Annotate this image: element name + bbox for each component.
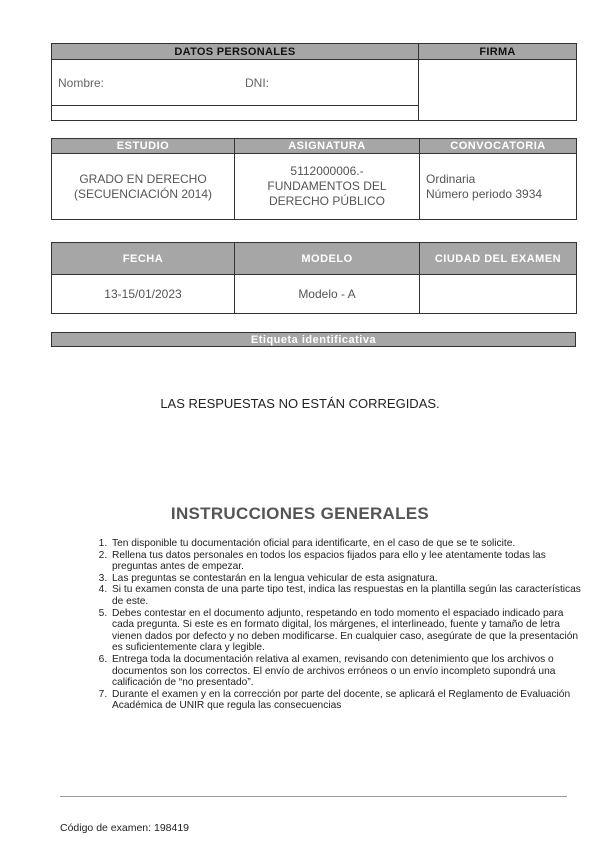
instruction-item: 3. Las preguntas se contestarán en la lengua vehicular de esta asignatura.	[110, 573, 588, 585]
exam-table	[51, 242, 577, 314]
signature-field[interactable]	[419, 60, 577, 121]
date-value: 13-15/01/2023	[52, 275, 235, 314]
dni-field[interactable]: DNI:	[245, 75, 269, 90]
name-dni-cell	[52, 60, 419, 106]
call-line-1: Ordinaria	[426, 171, 476, 186]
instructions-title: INSTRUCCIONES GENERALES	[170, 504, 430, 523]
subject-line-3: DERECHO PÚBLICO	[268, 194, 386, 208]
instruction-item: 1. Ten disponible tu documentación oficial para identificarte, en el caso de que se te solicite.	[110, 538, 588, 550]
call-line-2: Número periodo 3934	[426, 186, 543, 201]
id-label-text: Etiqueta identificativa	[52, 333, 576, 347]
study-header: ESTUDIO	[52, 139, 235, 154]
model-value: Modelo - A	[235, 275, 420, 314]
subject-header: ASIGNATURA	[235, 139, 420, 154]
exam-code: Código de examen: 198419	[60, 822, 190, 834]
call-cell	[420, 154, 577, 220]
id-label-bar	[51, 332, 576, 347]
instructions-list	[88, 538, 588, 712]
city-header: CIUDAD DEL EXAMEN	[420, 243, 577, 275]
answers-not-corrected-note: LAS RESPUESTAS NO ESTÁN CORREGIDAS.	[160, 396, 440, 411]
instruction-item: 5. Debes contestar en el documento adjunto, respetando en todo momento el espaciado indicado para cada pregunta. Si este es en formato digital, los márgenes, el interlineado, fuente y tamaño de letra vienen dados por defecto y no deben modificarse. En cualquier caso, asegúrate de que la presentación es suficientemente clara y legible.	[110, 608, 588, 654]
instruction-item: 2. Rellena tus datos personales en todos los espacios fijados para ello y lee atentamente todas las preguntas antes de empezar.	[110, 550, 588, 573]
personal-data-header: DATOS PERSONALES	[52, 44, 419, 60]
subject-line-1: 5112000006.-	[290, 164, 364, 178]
subject-line-2: FUNDAMENTOS DEL	[267, 179, 387, 193]
study-line-1: GRADO EN DERECHO	[79, 171, 207, 186]
instruction-item: 7. Durante el examen y en la corrección por parte del docente, se aplicará el Reglamento de Evaluación Académica de UNIR que regula las consecuencias	[110, 689, 588, 712]
instruction-item: 6. Entrega toda la documentación relativa al examen, revisando con detenimiento que los archivos o documentos son los correctos. El envío de archivos erróneos o un envío incompleto supondrá una calificación de “no presentado”.	[110, 654, 588, 689]
extra-personal-row	[52, 106, 419, 121]
study-cell	[52, 154, 235, 220]
city-value[interactable]	[420, 275, 577, 314]
course-table	[51, 138, 577, 220]
name-field[interactable]: Nombre:	[58, 75, 105, 90]
study-line-2: (SECUENCIACIÓN 2014)	[73, 186, 213, 201]
signature-header: FIRMA	[419, 44, 577, 60]
call-header: CONVOCATORIA	[420, 139, 577, 154]
model-header: MODELO	[235, 243, 420, 275]
footer-divider	[60, 796, 567, 797]
date-header: FECHA	[52, 243, 235, 275]
instruction-item: 4. Si tu examen consta de una parte tipo test, indica las respuestas en la plantilla según las características de este.	[110, 584, 588, 607]
subject-cell	[235, 154, 420, 220]
personal-data-table	[51, 43, 577, 121]
